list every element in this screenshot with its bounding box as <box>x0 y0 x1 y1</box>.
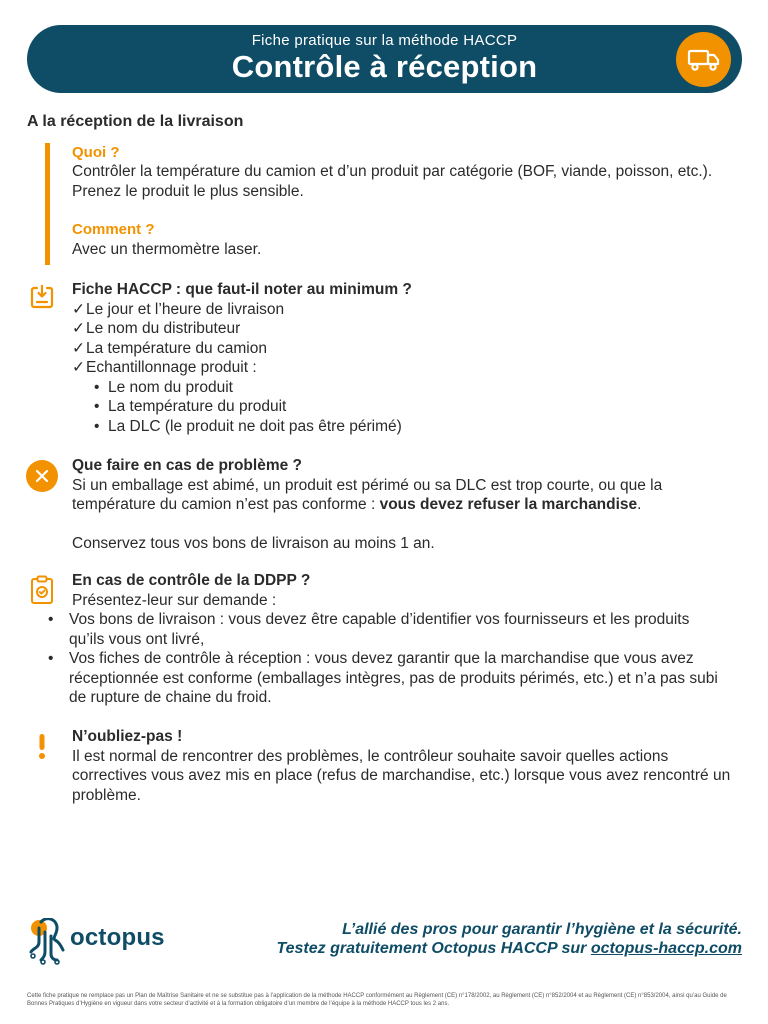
probleme-block <box>72 456 742 554</box>
comment-text: Avec un thermomètre laser. <box>72 241 262 258</box>
bullet-icon: • <box>94 378 100 396</box>
website-link[interactable]: octopus-haccp.com <box>590 940 742 957</box>
probleme-text-2: Conservez tous vos bons de livraison au moins 1 an. <box>72 535 435 552</box>
checklist-item: ✓Le nom du distributeur <box>72 320 241 337</box>
page-title: Contrôle à réception <box>231 49 538 84</box>
check-icon: ✓ <box>72 300 85 318</box>
section-heading: A la réception de la livraison <box>27 113 244 130</box>
legal-disclaimer: Cette fiche pratique ne remplace pas un Plan de Maîtrise Sanitaire et ne se substitue pas à l’application de la méthode HACCP conformément au Règlement (CE) n°178/2002, au Règlement (CE) n°852/2004 et au Règlement (CE) n°853/2004, ainsi qu’au Guide de Bonnes Pratiques d’Hygiène en vigueur dans votre secteur d’activité et à la formation obligatoire d’un membre de l’équipe à la méthode HACCP tous les 2 ans. <box>27 993 727 1007</box>
sub-list-item: • La température du produit <box>94 398 287 415</box>
octopus-icon <box>27 918 71 966</box>
tagline-line-1: L’allié des pros pour garantir l’hygiène et la sécurité. <box>342 921 742 938</box>
close-circle-icon <box>26 460 58 492</box>
truck-icon <box>676 32 731 87</box>
check-icon: ✓ <box>72 359 85 376</box>
quoi-label: Quoi ? <box>72 144 120 161</box>
bullet-icon: • <box>48 611 54 628</box>
comment-label: Comment ? <box>72 221 155 238</box>
header-banner <box>27 25 742 93</box>
tagline-line-2: Testez gratuitement Octopus HACCP sur octopus-haccp.com <box>276 940 742 957</box>
ddpp-heading: En cas de contrôle de la DDPP ? <box>72 572 311 589</box>
checklist-item: ✓Echantillonnage produit : <box>72 359 257 376</box>
list-item: • Vos bons de livraison : vous devez être capable d’identifier vos fournisseurs et les produits qu’ils vous ont livré, <box>48 611 690 648</box>
checklist-item: ✓La température du camion <box>72 339 267 357</box>
logo-wordmark: octopus <box>70 924 165 951</box>
noublie-block <box>72 727 742 805</box>
noublie-heading: N’oubliez-pas ! <box>72 728 183 745</box>
check-icon: ✓ <box>72 320 85 337</box>
fiche-haccp-block <box>72 280 742 436</box>
checklist-item: ✓Le jour et l’heure de livraison <box>72 300 285 318</box>
clipboard-download-icon <box>26 281 58 313</box>
footer-tagline <box>276 920 742 958</box>
noublie-text: Il est normal de rencontrer des problèmes, le contrôleur souhaite savoir quelles actions correctives vous avez mis en place (refus de marchandise, etc.) lorsque vous avez rencontré un problème. <box>72 747 731 804</box>
fiche-heading: Fiche HACCP : que faut-il noter au minimum ? <box>72 281 412 298</box>
clipboard-check-icon <box>26 574 58 606</box>
probleme-heading: Que faire en cas de problème ? <box>72 457 302 474</box>
bullet-icon: • <box>48 650 54 667</box>
ddpp-list <box>46 610 726 708</box>
ddpp-intro: Présentez-leur sur demande : <box>72 591 277 609</box>
check-icon: ✓ <box>72 339 85 357</box>
sub-list-item: • Le nom du produit <box>94 378 233 396</box>
bullet-icon: • <box>94 398 100 415</box>
header-subtitle: Fiche pratique sur la méthode HACCP <box>251 32 518 49</box>
quoi-text: Contrôler la température du camion et d’un produit par catégorie (BOF, viande, poisson, etc.). Prenez le produit le plus sensible. <box>72 163 713 200</box>
probleme-emphasis: vous devez refuser la marchandise <box>379 496 638 513</box>
sub-list-item: • La DLC (le produit ne doit pas être périmé) <box>94 417 402 435</box>
list-item: • Vos fiches de contrôle à réception : vous devez garantir que la marchandise que vous avez réceptionnée est conforme (emballages intègres, pas de produits périmés, etc.) et n’a pas subi de rupture de chaine du froid. <box>48 650 718 706</box>
octopus-logo <box>27 918 177 968</box>
ddpp-block <box>48 571 742 708</box>
probleme-text: Si un emballage est abimé, un produit est périmé ou sa DLC est trop courte, ou que la température du camion n’est pas conforme : vous devez refuser la marchandise. <box>72 476 663 513</box>
bullet-icon: • <box>94 417 100 435</box>
exclamation-icon <box>26 730 58 762</box>
accent-bar <box>45 143 50 265</box>
